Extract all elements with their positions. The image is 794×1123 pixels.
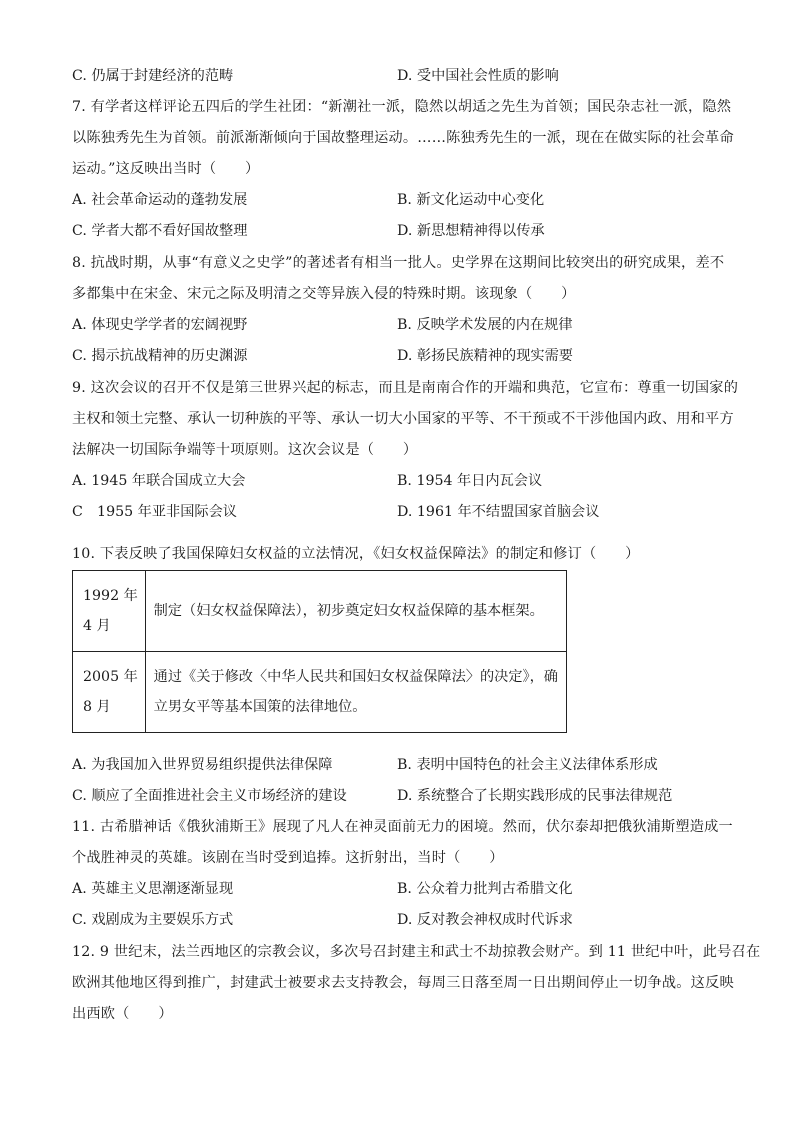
q10-option-d: D. 系统整合了长期实践形成的民事法律规范 bbox=[397, 788, 673, 804]
table-date-month: 8 月 bbox=[83, 699, 111, 715]
q9-stem-line-3: 法解决一切国际争端等十项原则。这次会议是（ ） bbox=[72, 442, 418, 458]
q12-stem-line-1: 12. 9 世纪末，法兰西地区的宗教会议，多次号召封建主和武士不劫掠教会财产。到 11 世纪中叶，此号召在 bbox=[72, 944, 761, 960]
table-text-cell bbox=[145, 652, 566, 733]
table-text-line: 制定（妇女权益保障法），初步奠定妇女权益保障的基本框架。 bbox=[153, 603, 544, 619]
q9-stem-line-1: 9. 这次会议的召开不仅是第三世界兴起的标志，而且是南南合作的开端和典范，它宣布：尊重一切国家的 bbox=[72, 380, 739, 396]
q6-option-d: D. 受中国社会性质的影响 bbox=[397, 68, 559, 84]
q7-option-d: D. 新思想精神得以传承 bbox=[397, 223, 545, 239]
q12-stem-line-2: 欧洲其他地区得到推广，封建武士被要求去支持教会，每周三日落至周一日出期间停止一切争战。这反映 bbox=[72, 975, 734, 991]
q11-stem-line-1: 11. 古希腊神话《俄狄浦斯王》展现了凡人在神灵面前无力的困境。然而，伏尔泰却把俄狄浦斯塑造成一 bbox=[72, 819, 733, 835]
q9-option-d: D. 1961 年不结盟国家首脑会议 bbox=[397, 504, 600, 520]
table-text-line: 立男女平等基本国策的法律地位。 bbox=[153, 699, 367, 715]
q9-option-c: C 1955 年亚非国际会议 bbox=[72, 504, 237, 520]
q6-option-c: C. 仍属于封建经济的范畴 bbox=[72, 68, 234, 84]
q8-stem-line-2: 多都集中在宋金、宋元之际及明清之交等异族入侵的特殊时期。该现象（ ） bbox=[72, 286, 576, 302]
q7-option-b: B. 新文化运动中心变化 bbox=[397, 192, 545, 208]
table-date-year: 1992 年 bbox=[83, 588, 138, 604]
table-date-cell bbox=[73, 652, 146, 733]
q8-option-a: A. 体现史学学者的宏阔视野 bbox=[72, 317, 248, 333]
q11-option-a: A. 英雄主义思潮逐渐显现 bbox=[72, 881, 234, 897]
table-date-year: 2005 年 bbox=[83, 669, 138, 685]
q9-option-b: B. 1954 年日内瓦会议 bbox=[397, 473, 543, 489]
table-date-month: 4 月 bbox=[83, 618, 111, 634]
q7-stem-line-1: 7. 有学者这样评论五四后的学生社团：“新潮社一派，隐然以胡适之先生为首领；国民杂志社一派，隐然 bbox=[72, 99, 732, 115]
q10-option-b: B. 表明中国特色的社会主义法律体系形成 bbox=[397, 757, 658, 773]
table-date-cell bbox=[73, 571, 146, 652]
q8-stem-line-1: 8. 抗战时期，从事“有意义之史学”的著述者有相当一批人。史学界在这期间比较突出的研究成果，差不 bbox=[72, 255, 725, 271]
q10-stem: 10. 下表反映了我国保障妇女权益的立法情况，《妇女权益保障法》的制定和修订（ ） bbox=[72, 546, 640, 562]
q9-stem-line-2: 主权和领土完整、承认一切种族的平等、承认一切大小国家的平等、不干预或不干涉他国内政、用和平方 bbox=[72, 411, 734, 427]
q12-stem-line-3: 出西欧（ ） bbox=[72, 1006, 173, 1022]
q7-stem-line-2: 以陈独秀先生为首领。前派渐渐倾向于国故整理运动。……陈独秀先生的一派，现在在做实际的社会革命 bbox=[72, 130, 734, 146]
q7-option-a: A. 社会革命运动的蓬勃发展 bbox=[72, 192, 248, 208]
table-row bbox=[73, 571, 567, 652]
q10-legislation-table bbox=[72, 570, 567, 733]
q11-option-d: D. 反对教会神权成时代诉求 bbox=[397, 912, 573, 928]
table-text-cell bbox=[145, 571, 566, 652]
q11-option-c: C. 戏剧成为主要娱乐方式 bbox=[72, 912, 234, 928]
q7-stem-line-3: 运动。”这反映出当时（ ） bbox=[72, 161, 260, 177]
table-row bbox=[73, 652, 567, 733]
q11-option-b: B. 公众着力批判古希腊文化 bbox=[397, 881, 573, 897]
table-text-line: 通过《关于修改〈中华人民共和国妇女权益保障法〉的决定》，确 bbox=[153, 669, 558, 685]
q10-option-a: A. 为我国加入世界贸易组织提供法律保障 bbox=[72, 757, 333, 773]
q8-option-d: D. 彰扬民族精神的现实需要 bbox=[397, 348, 573, 364]
q8-option-b: B. 反映学术发展的内在规律 bbox=[397, 317, 573, 333]
q7-option-c: C. 学者大都不看好国故整理 bbox=[72, 223, 248, 239]
q9-option-a: A. 1945 年联合国成立大会 bbox=[72, 473, 246, 489]
q10-option-c: C. 顺应了全面推进社会主义市场经济的建设 bbox=[72, 788, 347, 804]
q8-option-c: C. 揭示抗战精神的历史渊源 bbox=[72, 348, 248, 364]
q11-stem-line-2: 个战胜神灵的英雄。该剧在当时受到追捧。这折射出，当时（ ） bbox=[72, 850, 504, 866]
